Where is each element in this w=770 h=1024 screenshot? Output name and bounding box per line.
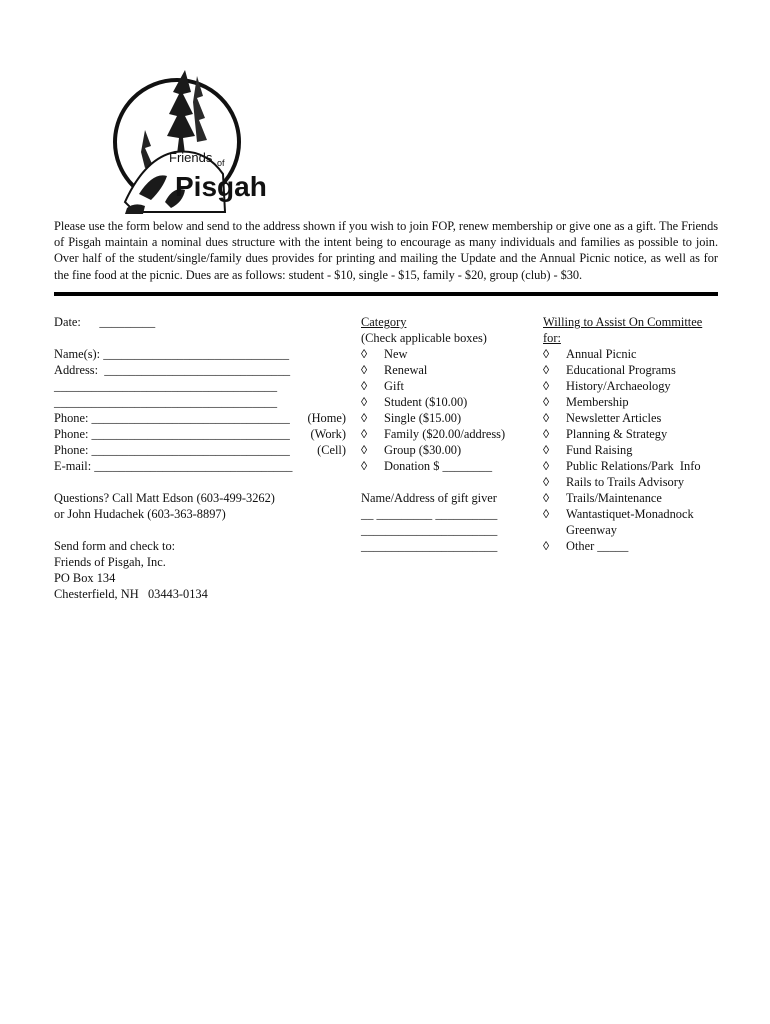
category-label: Family ($20.00/address)	[384, 427, 506, 441]
checkbox-diamond-icon[interactable]: ◊	[543, 363, 550, 377]
address-field[interactable]: Address: ______________________________	[54, 363, 291, 377]
mailing-city-zip: Chesterfield, NH 03443-0134	[54, 587, 208, 601]
names-field[interactable]: Name(s): ______________________________	[54, 347, 290, 361]
checkbox-diamond-icon[interactable]: ◊	[543, 347, 550, 361]
category-option-single[interactable]	[361, 410, 531, 426]
checkbox-diamond-icon[interactable]: ◊	[543, 459, 550, 473]
category-option-new[interactable]	[361, 346, 531, 362]
category-label: Gift	[384, 379, 404, 393]
gift-giver-label: Name/Address of gift giver	[361, 491, 497, 505]
category-label: Single ($15.00)	[384, 411, 462, 425]
checkbox-diamond-icon[interactable]: ◊	[361, 379, 368, 393]
date-field[interactable]: Date: _________	[54, 315, 156, 329]
category-label: Renewal	[384, 363, 428, 377]
committee-label: Newsletter Articles	[566, 411, 662, 425]
contact-column	[54, 314, 354, 602]
checkbox-diamond-icon[interactable]: ◊	[361, 411, 368, 425]
committee-option-fund-raising[interactable]	[543, 442, 723, 458]
gift-giver-line-1[interactable]: __ _________ __________	[361, 507, 498, 521]
gift-giver-line-2[interactable]: ______________________	[361, 523, 498, 537]
committee-option-wantastiquet[interactable]	[543, 506, 723, 522]
committee-label: Wantastiquet-Monadnock	[566, 507, 694, 521]
checkbox-diamond-icon[interactable]: ◊	[543, 395, 550, 409]
checkbox-diamond-icon[interactable]: ◊	[543, 475, 550, 489]
phone-work-line: Phone: ________________________________	[54, 427, 290, 441]
committee-option-other[interactable]	[543, 538, 723, 554]
category-option-gift[interactable]	[361, 378, 531, 394]
address-line-2[interactable]: ____________________________________	[54, 379, 278, 393]
logo-pisgah-text: Pisgah	[175, 171, 267, 202]
committee-label: Planning & Strategy	[566, 427, 668, 441]
committee-label-wrap: Greenway	[566, 523, 617, 537]
phone-cell-line: Phone: ________________________________	[54, 443, 290, 457]
phone-home-line: Phone: ________________________________	[54, 411, 290, 425]
checkbox-diamond-icon[interactable]: ◊	[543, 427, 550, 441]
committee-label: Membership	[566, 395, 629, 409]
category-option-group[interactable]	[361, 442, 531, 458]
category-heading: Category	[361, 315, 407, 329]
committee-option-rails-to-trails[interactable]	[543, 474, 723, 490]
category-subheading: (Check applicable boxes)	[361, 331, 487, 345]
committee-label: Public Relations/Park Info	[566, 459, 701, 473]
checkbox-diamond-icon[interactable]: ◊	[361, 395, 368, 409]
category-option-family[interactable]	[361, 426, 531, 442]
address-line-3[interactable]: ____________________________________	[54, 395, 278, 409]
logo-of-text: of	[217, 158, 225, 168]
category-label: New	[384, 347, 408, 361]
committee-label: Annual Picnic	[566, 347, 637, 361]
checkbox-diamond-icon[interactable]: ◊	[361, 427, 368, 441]
committee-option-public-relations[interactable]	[543, 458, 723, 474]
committee-column	[543, 314, 723, 554]
committee-option-newsletter[interactable]	[543, 410, 723, 426]
mailing-po-box: PO Box 134	[54, 571, 116, 585]
gift-giver-line-3[interactable]: ______________________	[361, 539, 498, 553]
intro-paragraph: Please use the form below and send to the address shown if you wish to join FOP, renew membership or give one as a gift. The Friends of Pisgah maintain a nominal dues structure with the intent being to encourage as many individuals and families as possible to join. Over half of the student/single/family dues provides for printing and mailing the Update and the Annual Picnic notice, as well as for the fine food at the picnic. Dues are as follows: student - $10, single - $15, family - $20, group (club) - $30.	[54, 219, 718, 282]
phone-home-field[interactable]	[54, 410, 346, 426]
committee-heading: Willing to Assist On Committee	[543, 315, 703, 329]
checkbox-diamond-icon[interactable]: ◊	[543, 507, 550, 521]
phone-cell-field[interactable]	[54, 442, 346, 458]
checkbox-diamond-icon[interactable]: ◊	[361, 459, 368, 473]
checkbox-diamond-icon[interactable]: ◊	[361, 443, 368, 457]
committee-label: History/Archaeology	[566, 379, 671, 393]
section-divider	[54, 292, 718, 296]
committee-option-trails-maintenance[interactable]	[543, 490, 723, 506]
category-column	[361, 314, 531, 554]
committee-label: Rails to Trails Advisory	[566, 475, 685, 489]
checkbox-diamond-icon[interactable]: ◊	[543, 411, 550, 425]
phone-cell-label: (Cell)	[317, 443, 346, 457]
checkbox-diamond-icon[interactable]: ◊	[361, 347, 368, 361]
committee-option-history[interactable]	[543, 378, 723, 394]
category-option-donation[interactable]	[361, 458, 531, 474]
category-label: Student ($10.00)	[384, 395, 468, 409]
committee-option-educational-programs[interactable]	[543, 362, 723, 378]
phone-work-field[interactable]	[54, 426, 346, 442]
category-label: Group ($30.00)	[384, 443, 462, 457]
category-option-student[interactable]	[361, 394, 531, 410]
checkbox-diamond-icon[interactable]: ◊	[543, 491, 550, 505]
committee-label: Fund Raising	[566, 443, 633, 457]
committee-option-annual-picnic[interactable]	[543, 346, 723, 362]
checkbox-diamond-icon[interactable]: ◊	[543, 379, 550, 393]
checkbox-diamond-icon[interactable]: ◊	[361, 363, 368, 377]
questions-text-1: Questions? Call Matt Edson (603-499-3262)	[54, 491, 275, 505]
phone-home-label: (Home)	[307, 411, 346, 425]
committee-label: Other _____	[566, 539, 629, 553]
questions-text-2: or John Hudachek (603-363-8897)	[54, 507, 226, 521]
committee-option-membership[interactable]	[543, 394, 723, 410]
mailing-org: Friends of Pisgah, Inc.	[54, 555, 166, 569]
committee-label: Trails/Maintenance	[566, 491, 662, 505]
logo-friends-text: Friends	[169, 150, 213, 165]
email-field[interactable]: E-mail: ________________________________	[54, 459, 293, 473]
committee-label: Educational Programs	[566, 363, 676, 377]
send-to-heading: Send form and check to:	[54, 539, 176, 553]
checkbox-diamond-icon[interactable]: ◊	[543, 539, 550, 553]
friends-of-pisgah-logo	[105, 62, 267, 214]
category-label: Donation $ ________	[384, 459, 493, 473]
committee-heading-for: for:	[543, 331, 561, 345]
phone-work-label: (Work)	[310, 427, 346, 441]
committee-option-planning[interactable]	[543, 426, 723, 442]
checkbox-diamond-icon[interactable]: ◊	[543, 443, 550, 457]
category-option-renewal[interactable]	[361, 362, 531, 378]
